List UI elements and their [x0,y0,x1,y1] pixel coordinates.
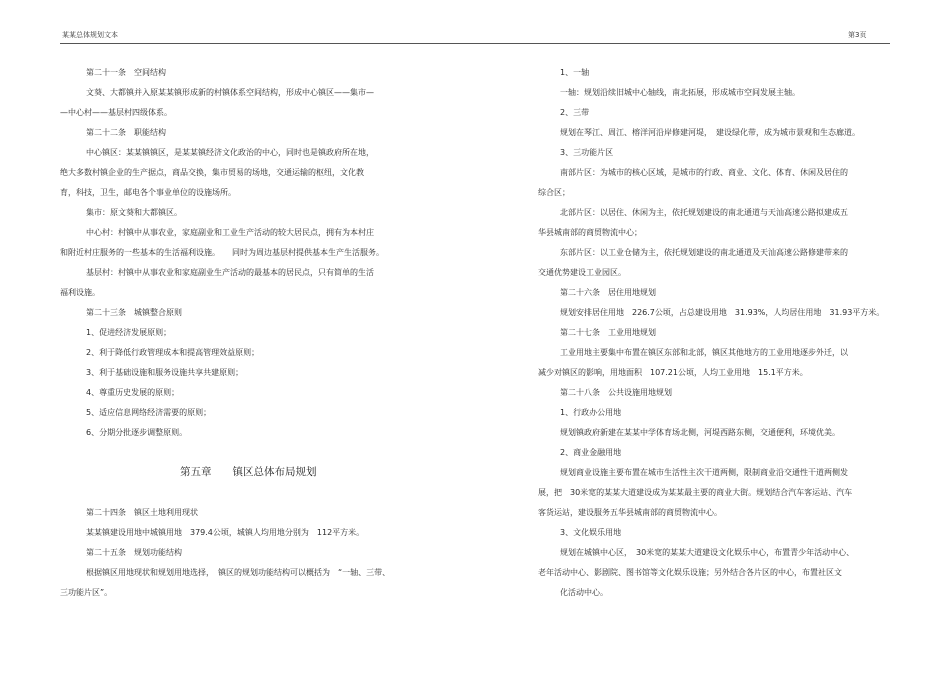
text-line: 南部片区：为城市的核心区域，是城市的行政、商业、文化、体育、休闲及居住的 [560,168,848,177]
text-line: 3、三功能片区 [560,148,614,157]
text-line: 老年活动中心、影剧院、图书馆等文化娱乐设施；另外结合各片区的中心，布置社区文 [538,568,842,577]
text-line: 中心村：村镇中从事农业，家庭副业和工业生产活动的较大居民点，拥有为本村庄 [86,228,374,237]
text-line: 1、一轴 [560,68,590,77]
text-line: 6、分期分批逐步调整原则。 [86,428,188,437]
text-line: 某某镇建设用地中城镇用地 379.4公顷，城镇人均用地分别为 112平方米。 [86,528,365,537]
text-line: 中心镇区：某某镇镇区，是某某镇经济文化政治的中心，同时也是镇政府所在地， [86,148,374,157]
text-line: 根据镇区用地现状和规划用地选择， 镇区的规划功能结构可以概括为 “一轴、三带、 [86,568,391,577]
text-line: 第二十五条 规划功能结构 [86,548,182,557]
text-line: 福利设施。 [60,288,100,297]
text-line: 一轴：规划沿续旧城中心轴线，南北拓展，形成城市空间发展主轴。 [560,88,800,97]
text-line: 第二十四条 镇区土地利用现状 [86,508,198,517]
text-line: 2、利于降低行政管理成本和提高管理效益原则； [86,348,260,357]
text-line: 第二十二条 职能结构 [86,128,166,137]
text-line: 华县城南部的商贸物流中心； [538,228,642,237]
text-line: 第二十六条 居住用地规划 [560,288,656,297]
text-line: 5、适应信息网络经济需要的原则； [86,408,212,417]
text-line: 规划安排居住用地 226.7公顷，占总建设用地 31.93%，人均居住用地 31.93平方米。 [560,308,885,317]
header-page-number: 第3页 [848,31,867,39]
text-line: 北部片区：以居住、休闲为主，依托规划建设的南北通道与天汕高速公路拟建成五 [560,208,848,217]
text-line: 客货运站，建设服务五华县城南部的商贸物流中心。 [538,508,722,517]
text-line: 2、商业金融用地 [560,448,622,457]
text-line: 展，把 30米宽的某某大道建设成为某某最主要的商业大街。规划结合汽车客运站、汽车 [538,488,853,497]
text-line: 东部片区：以工业仓储为主，依托规划建设的南北通道及天汕高速公路修建带来的 [560,248,848,257]
text-line: 文葵、大都镇并入原某某镇形成新的村镇体系空间结构，形成中心镇区——集市— [86,88,374,97]
text-line: 第二十八条 公共设施用地规划 [560,388,672,397]
header-divider [60,43,890,44]
text-line: 2、三带 [560,108,590,117]
text-line: 集市：原文葵和大都镇区。 [86,208,182,217]
chapter-heading: 第五章 镇区总体布局规划 [180,466,317,478]
text-line: 和附近村庄服务的一些基本的生活福利设施。 同时为周边基层村提供基本生产生活服务。 [60,248,384,257]
text-line: 规划商业设施主要布置在城市生活性主次干道两侧，限制商业沿交通性干道两侧发 [560,468,848,477]
text-line: 3、利于基础设施和服务设施共享共建原则； [86,368,244,377]
text-line: 综合区； [538,188,570,197]
text-line: 1、促进经济发展原则； [86,328,172,337]
text-line: 第二十三条 城镇整合原则 [86,308,182,317]
text-line: 基层村：村镇中从事农业和家庭副业生产活动的最基本的居民点，只有简单的生活 [86,268,374,277]
text-line: 绝大多数村镇企业的生产据点，商品交换，集市贸易的场地，交通运输的枢纽，文化教 [60,168,364,177]
text-line: 规划镇政府新建在某某中学体育场北侧，河堤西路东侧，交通便利，环境优美。 [560,428,840,437]
header-document-title: 某某总体规划文本 [62,31,118,39]
text-line: 第二十一条 空间结构 [86,68,166,77]
text-line: 规划在琴江、周江、榕洋河沿岸修建河堤， 建设绿化带，成为城市景观和生态廊道。 [560,128,860,137]
text-line: 三功能片区”。 [60,588,113,597]
text-line: 工业用地主要集中布置在镇区东部和北部，镇区其他地方的工业用地逐步外迁，以 [560,348,848,357]
text-line: 减少对镇区的影响，用地面积 107.21公顷，人均工业用地 15.1平方米。 [538,368,808,377]
text-line: 3、文化娱乐用地 [560,528,622,537]
text-line: 规划在城镇中心区， 30米宽的某某大道建设文化娱乐中心，布置青少年活动中心、 [560,548,855,557]
text-line: 1、行政办公用地 [560,408,622,417]
text-line: 交通优势建设工业园区。 [538,268,626,277]
text-line: —中心村——基层村四级体系。 [60,108,172,117]
text-line: 第二十七条 工业用地规划 [560,328,656,337]
text-line: 化活动中心。 [560,588,608,597]
text-line: 4、尊重历史发展的原则； [86,388,180,397]
text-line: 育，科技，卫生，邮电各个事业单位的设施场所。 [60,188,236,197]
